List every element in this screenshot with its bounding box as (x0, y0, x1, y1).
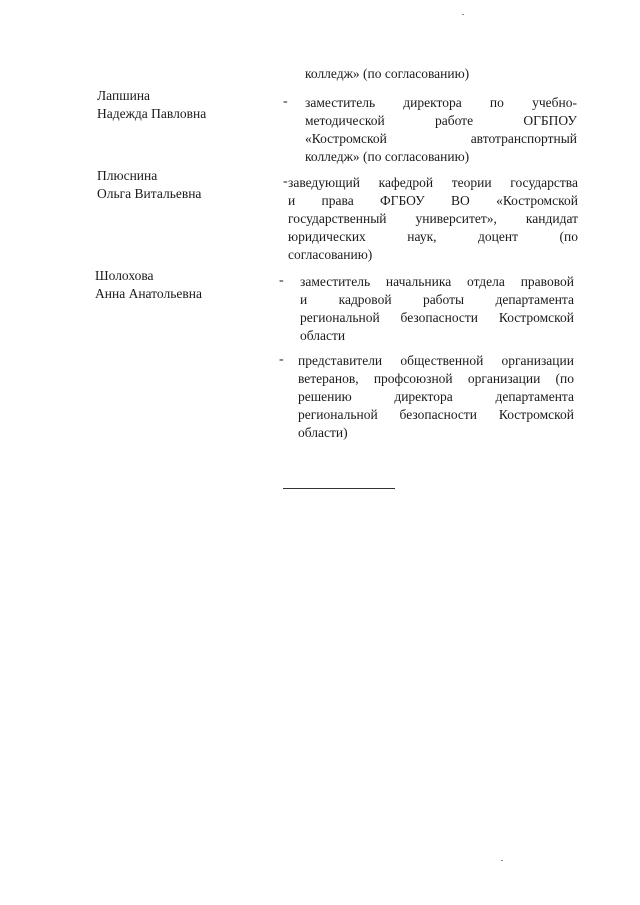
member-role-line: согласованию) (288, 247, 373, 262)
member-role-line (288, 175, 578, 191)
role-word: правовой (520, 274, 574, 289)
role-word: и (300, 292, 308, 307)
role-word: теории (451, 175, 492, 190)
member-role-line (298, 371, 574, 387)
member-role-line (298, 353, 574, 369)
member-role-line (305, 131, 577, 147)
role-word: департамента (495, 389, 574, 404)
role-word: «Костромской (496, 193, 578, 208)
role-word: ОГБПОУ (523, 113, 577, 128)
role-word: доцент (478, 229, 518, 244)
role-word: представители (298, 353, 383, 368)
member-role-line (298, 407, 574, 423)
role-word: «Костромской (305, 131, 387, 146)
member-role-line (288, 211, 578, 227)
role-word: (по (559, 229, 578, 244)
member-role-line: области) (298, 425, 348, 440)
role-word: организации (501, 353, 574, 368)
role-word: директора (403, 95, 462, 110)
role-word: безопасности (400, 310, 479, 325)
member-role-line: области (300, 328, 346, 343)
role-word: общественной (400, 353, 484, 368)
member-surname: Плюснина (97, 168, 158, 183)
member-role-line (300, 274, 574, 290)
member-role-line (305, 95, 577, 111)
member-dash: - (279, 273, 284, 288)
member-role-line (298, 389, 574, 405)
role-word: методической (305, 113, 385, 128)
role-word: Костромской (498, 310, 574, 325)
role-word: заместитель (305, 95, 376, 110)
role-word: государства (510, 175, 578, 190)
member-given-names: Надежда Павловна (97, 106, 207, 121)
continuation-line: колледж» (по согласованию) (305, 66, 470, 81)
member-role-line (288, 193, 578, 209)
member-given-names: Анна Анатольевна (95, 286, 202, 301)
role-word: директора (394, 389, 453, 404)
member-dash: - (283, 94, 288, 109)
role-word: по (489, 95, 504, 110)
role-word: ФГБОУ (380, 193, 425, 208)
member-role-line (300, 292, 574, 308)
role-word: работе (434, 113, 474, 128)
role-word: департамента (495, 292, 574, 307)
role-word: решению (298, 389, 352, 404)
role-word: региональной (298, 407, 378, 422)
member-dash: - (279, 352, 284, 367)
role-word: кадровой (338, 292, 392, 307)
role-word: заместитель (300, 274, 371, 289)
role-word: Костромской (498, 407, 574, 422)
role-word: отдела (467, 274, 505, 289)
role-word: юридических (288, 229, 366, 244)
member-role-line (305, 113, 577, 129)
role-word: (по (555, 371, 574, 386)
role-word: кандидат (525, 211, 578, 226)
member-role-line (288, 229, 578, 245)
role-word: кафедрой (378, 175, 434, 190)
role-word: наук, (407, 229, 437, 244)
role-word: ВО (451, 193, 470, 208)
role-word: безопасности (399, 407, 478, 422)
member-role-line: колледж» (по согласованию) (305, 149, 470, 164)
role-word: начальника (385, 274, 452, 289)
role-word: работы (422, 292, 465, 307)
member-surname: Лапшина (97, 88, 151, 103)
role-word: заведующий (288, 175, 360, 190)
role-word: ветеранов, (298, 371, 359, 386)
closing-rule (283, 488, 395, 489)
role-word: и (288, 193, 296, 208)
member-role-line (300, 310, 574, 326)
member-given-names: Ольга Витальевна (97, 186, 202, 201)
scan-speck (501, 860, 503, 861)
role-word: автотранспортный (470, 131, 577, 146)
role-word: учебно- (532, 95, 577, 110)
scan-speck (462, 14, 464, 15)
role-word: региональной (300, 310, 380, 325)
member-surname: Шолохова (95, 268, 154, 283)
role-word: профсоюзной (373, 371, 453, 386)
role-word: права (321, 193, 354, 208)
role-word: государственный (288, 211, 387, 226)
role-word: университет», (415, 211, 497, 226)
member-dash: - (283, 174, 288, 189)
role-word: организации (467, 371, 541, 386)
